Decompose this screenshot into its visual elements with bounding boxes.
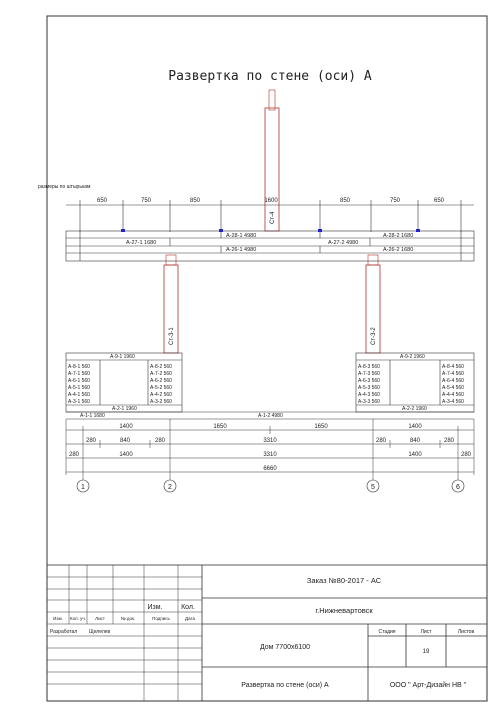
left-col-row: А-5-1 560	[68, 385, 90, 391]
company-name: ООО " Арт-Дизайн НВ "	[389, 682, 467, 689]
sheet-number: 19	[422, 649, 430, 655]
beam-a27-2: А-27-2 4980	[328, 240, 359, 246]
dim-row2: 840	[119, 438, 131, 444]
dim-row3: 3310	[263, 452, 277, 458]
beam-a27-1: А-27-1 1680	[126, 240, 157, 246]
dim-row1: 1400	[408, 424, 422, 430]
developer-role: Разработал	[50, 629, 78, 635]
bottom-dimension-labels	[69, 424, 472, 472]
hdr-doc: № док.	[120, 616, 136, 621]
left-block-labels	[68, 354, 172, 419]
sheet-header: Лист	[420, 629, 432, 635]
sheets-header: Листов	[457, 629, 475, 635]
dim-row2: 840	[409, 438, 421, 444]
post-left-label: Ст-3-1	[169, 327, 175, 345]
top-dim-2: 750	[140, 198, 152, 204]
city: г.Нижневартовск	[315, 606, 373, 615]
dim-row1: 1400	[119, 424, 133, 430]
right-col-row: А-3-2 560	[150, 399, 172, 405]
right-block-row: А-5-3 560	[358, 385, 380, 391]
top-dimension-labels	[97, 198, 445, 204]
beam-markers	[121, 229, 420, 232]
left-block-top: А-9-1 1960	[110, 354, 135, 360]
dim-row3: 1400	[119, 452, 133, 458]
post-right-label: Ст-3-2	[371, 327, 377, 345]
hdr-date: Дата	[185, 616, 195, 621]
beam-a28-1: А-28-1 4980	[226, 233, 257, 239]
right-block-row: А-8-4 560	[442, 364, 464, 370]
sheet-title: Развертка по стене (оси) А	[241, 682, 329, 689]
base-mid-label: А-1-2 4980	[258, 413, 283, 419]
top-dim-7: 650	[433, 198, 445, 204]
dim-row2: 280	[443, 438, 455, 444]
dim-row1: 1650	[314, 424, 328, 430]
top-dim-3: 850	[189, 198, 201, 204]
top-dim-6: 750	[389, 198, 401, 204]
drawing-title: Развертка по стене (оси) А	[168, 69, 372, 84]
right-block-labels	[358, 354, 464, 412]
dim-row3: 1400	[408, 452, 422, 458]
left-col-row: А-4-1 560	[68, 392, 90, 398]
left-col-row: А-6-1 560	[68, 378, 90, 384]
hdr-sign: Подпись	[152, 616, 170, 621]
top-dim-1: 650	[96, 198, 108, 204]
beam-a28-2: А-28-2 1680	[383, 233, 414, 239]
post-left	[164, 255, 178, 353]
axis-1: 1	[81, 484, 85, 491]
right-block-top: А-9-2 1960	[400, 354, 425, 360]
right-block-row: А-3-3 560	[358, 399, 380, 405]
hdr-izm: Изм.	[53, 616, 63, 621]
col-kol-big: Кол.	[181, 604, 195, 611]
dim-row1: 1650	[213, 424, 227, 430]
beam-a26-2: А-26-2 1680	[383, 247, 414, 253]
top-dim-4: 1600	[264, 198, 278, 204]
developer-name: Щелелев	[89, 629, 111, 635]
axis-2: 2	[168, 484, 172, 491]
col-izm-big: Изм.	[147, 604, 163, 611]
left-block-bottom: А-2-1 1960	[112, 406, 137, 412]
axis-markers	[77, 480, 464, 492]
dim-row2: 280	[154, 438, 166, 444]
dimension-note: размеры по штырькам	[38, 184, 91, 190]
post-top	[265, 90, 279, 231]
axis-6: 6	[456, 484, 460, 491]
dim-row2: 280	[375, 438, 387, 444]
right-col-row: А-6-2 560	[150, 378, 172, 384]
right-col-row: А-7-2 560	[150, 371, 172, 377]
dim-row2: 280	[85, 438, 97, 444]
right-block-bottom: А-2-2 1960	[402, 406, 427, 412]
dim-row4: 6660	[263, 466, 277, 472]
dim-row3: 280	[68, 452, 80, 458]
right-block-row: А-8-3 560	[358, 364, 380, 370]
axis-5: 5	[371, 484, 375, 491]
right-block-row: А-3-4 560	[442, 399, 464, 405]
right-block-row: А-6-4 560	[442, 378, 464, 384]
left-col-row: А-8-1 560	[68, 364, 90, 370]
right-block-row: А-7-4 560	[442, 371, 464, 377]
right-block-row: А-4-3 560	[358, 392, 380, 398]
stage-header: Стадия	[378, 629, 396, 635]
top-dim-5: 850	[339, 198, 351, 204]
post-right	[366, 255, 380, 353]
right-col-row: А-8-2 560	[150, 364, 172, 370]
dim-row2: 3310	[263, 438, 277, 444]
right-col-row: А-4-2 560	[150, 392, 172, 398]
right-block-row: А-5-4 560	[442, 385, 464, 391]
hdr-kol: Кол. уч.	[70, 616, 86, 621]
order-number: Заказ №80-2017 - АС	[306, 576, 382, 585]
left-block-base: А-1-1 1680	[80, 413, 105, 419]
left-col-row: А-7-1 560	[68, 371, 90, 377]
right-block-row: А-6-3 560	[358, 378, 380, 384]
right-block-row: А-7-3 560	[358, 371, 380, 377]
right-col-row: А-5-2 560	[150, 385, 172, 391]
left-col-row: А-3-1 560	[68, 399, 90, 405]
dim-row3: 280	[460, 452, 472, 458]
post-top-label: Ст-4	[270, 211, 276, 224]
beam-a26-1: А-26-1 4980	[226, 247, 257, 253]
right-block-row: А-4-4 560	[442, 392, 464, 398]
object-name: Дом 7700х6100	[259, 644, 311, 651]
hdr-list: Лист	[95, 616, 105, 621]
